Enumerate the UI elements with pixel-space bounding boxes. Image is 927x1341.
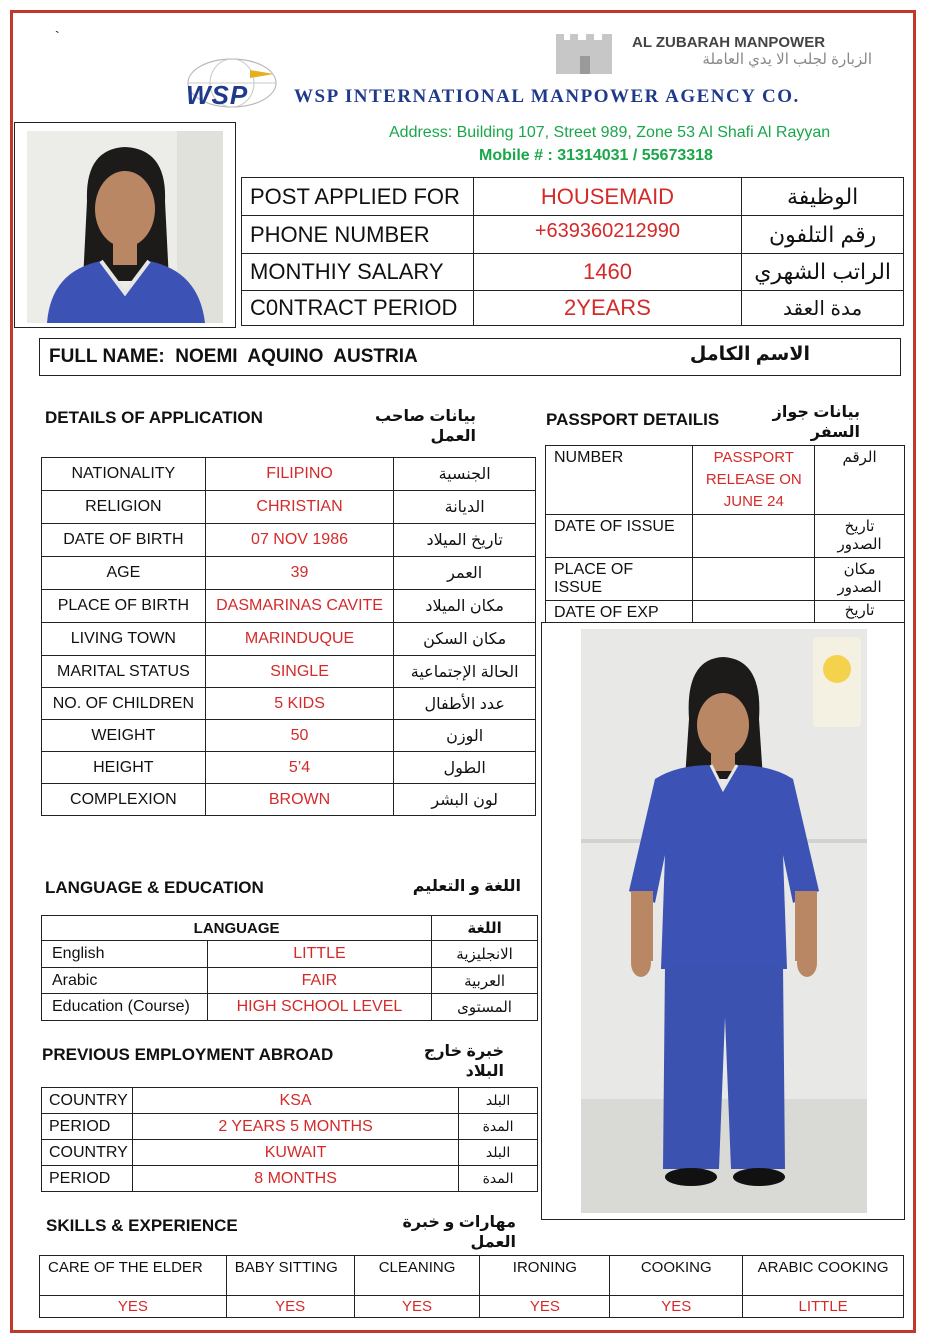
summary-value: +639360212990: [473, 216, 742, 254]
summary-label: PHONE NUMBER: [242, 216, 474, 254]
field-value: MARINDUQUE: [205, 623, 394, 656]
summary-row: [242, 216, 904, 254]
agency-mobile: Mobile # : 31314031 / 55673318: [479, 147, 713, 164]
field-arabic: تاريخ الميلاد: [394, 524, 536, 557]
skill-label: COOKING: [610, 1256, 743, 1296]
field-value: CHRISTIAN: [205, 491, 394, 524]
field-label: LIVING TOWN: [42, 623, 206, 656]
field-arabic: الديانة: [394, 491, 536, 524]
summary-arabic: رقم التلفون: [742, 216, 904, 254]
passport-value: [693, 558, 815, 601]
summary-arabic: مدة العقد: [742, 291, 904, 326]
passport-heading-arabic: بيانات جواز السفر: [772, 404, 860, 441]
language-row: [42, 994, 538, 1021]
application-table: [41, 457, 536, 816]
employment-arabic: البلد: [459, 1088, 538, 1114]
field-arabic: الطول: [394, 752, 536, 784]
employment-value: 2 YEARS 5 MONTHS: [132, 1114, 458, 1140]
field-arabic: عدد الأطفال: [394, 688, 536, 720]
employment-table: [41, 1087, 538, 1192]
passport-heading: PASSPORT DETAILIS: [546, 410, 720, 429]
language-arabic: العربية: [432, 968, 538, 994]
summary-label: POST APPLIED FOR: [242, 178, 474, 216]
field-arabic: مكان السكن: [394, 623, 536, 656]
employment-row: [42, 1114, 538, 1140]
employment-arabic: المدة: [459, 1166, 538, 1192]
skill-label: IRONING: [480, 1256, 610, 1296]
skill-value: YES: [610, 1296, 743, 1318]
skill-label: BABY SITTING: [226, 1256, 354, 1296]
application-row: [42, 656, 536, 688]
field-arabic: لون البشر: [394, 784, 536, 816]
summary-value: 2YEARS: [473, 291, 742, 326]
language-row: [42, 968, 538, 994]
field-label: HEIGHT: [42, 752, 206, 784]
skill-value: YES: [480, 1296, 610, 1318]
application-row: [42, 590, 536, 623]
field-label: NATIONALITY: [42, 458, 206, 491]
application-row: [42, 557, 536, 590]
language-arabic: المستوى: [432, 994, 538, 1021]
field-label: RELIGION: [42, 491, 206, 524]
summary-row: [242, 178, 904, 216]
field-label: NO. OF CHILDREN: [42, 688, 206, 720]
passport-label: DATE OF ISSUE: [546, 515, 693, 558]
summary-arabic: الوظيفة: [742, 178, 904, 216]
application-row: [42, 491, 536, 524]
field-label: MARITAL STATUS: [42, 656, 206, 688]
field-value: 5 KIDS: [205, 688, 394, 720]
passport-row: [546, 558, 905, 601]
employment-arabic: البلد: [459, 1140, 538, 1166]
full-name-box: [39, 338, 901, 376]
passport-value: PASSPORT RELEASE ON JUNE 24: [693, 446, 815, 515]
field-value: 50: [205, 720, 394, 752]
language-col-header-arabic: اللغة: [432, 916, 538, 941]
application-row: [42, 720, 536, 752]
application-row: [42, 752, 536, 784]
skills-label-row: [40, 1256, 904, 1296]
skill-label: CARE OF THE ELDER: [40, 1256, 227, 1296]
application-row: [42, 623, 536, 656]
language-header-row: [42, 916, 538, 941]
agency-name: WSP INTERNATIONAL MANPOWER AGENCY CO.: [294, 86, 800, 107]
fullbody-photo: [581, 629, 867, 1213]
language-label: Education (Course): [42, 994, 208, 1021]
field-label: PLACE OF BIRTH: [42, 590, 206, 623]
application-row: [42, 784, 536, 816]
field-value: 07 NOV 1986: [205, 524, 394, 557]
employment-heading: PREVIOUS EMPLOYMENT ABROAD: [42, 1045, 334, 1064]
employment-row: [42, 1166, 538, 1192]
wsp-logo: [180, 56, 285, 110]
summary-label: MONTHIY SALARY: [242, 254, 474, 291]
summary-row: [242, 254, 904, 291]
passport-row: [546, 515, 905, 558]
passport-arabic: مكان الصدور: [815, 558, 905, 601]
logo-text: WSP: [186, 80, 249, 110]
passport-label: PLACE OF ISSUE: [546, 558, 693, 601]
skill-value: LITTLE: [743, 1296, 904, 1318]
employment-arabic: المدة: [459, 1114, 538, 1140]
passport-row: [546, 446, 905, 515]
passport-arabic: تاريخ الصدور: [815, 515, 905, 558]
skills-value-row: [40, 1296, 904, 1318]
skill-label: ARABIC COOKING: [743, 1256, 904, 1296]
partner-name: AL ZUBARAH MANPOWER: [632, 34, 826, 51]
language-value: HIGH SCHOOL LEVEL: [207, 994, 431, 1021]
field-arabic: الوزن: [394, 720, 536, 752]
field-label: WEIGHT: [42, 720, 206, 752]
summary-value: 1460: [473, 254, 742, 291]
field-value: SINGLE: [205, 656, 394, 688]
fullbody-frame: [541, 622, 905, 1220]
field-value: DASMARINAS CAVITE: [205, 590, 394, 623]
castle-logo: [546, 26, 622, 76]
language-label: Arabic: [42, 968, 208, 994]
passport-label: DATE OF EXP: [546, 601, 693, 627]
language-heading: LANGUAGE & EDUCATION: [45, 878, 264, 897]
language-value: FAIR: [207, 968, 431, 994]
skills-heading-arabic: مهارات و خبرة العمل: [402, 1214, 516, 1251]
passport-value: [693, 515, 815, 558]
field-label: AGE: [42, 557, 206, 590]
field-label: DATE OF BIRTH: [42, 524, 206, 557]
employment-value: KSA: [132, 1088, 458, 1114]
field-value: BROWN: [205, 784, 394, 816]
employment-row: [42, 1140, 538, 1166]
summary-value: HOUSEMAID: [473, 178, 742, 216]
full-name-arabic: الاسم الكامل: [689, 344, 810, 365]
skills-table: [39, 1255, 904, 1318]
field-arabic: العمر: [394, 557, 536, 590]
full-name: FULL NAME: NOEMI AQUINO AUSTRIA: [49, 346, 418, 367]
partner-arabic: الزبارة لجلب الا يدي العاملة: [702, 51, 872, 68]
field-arabic: الجنسية: [394, 458, 536, 491]
employment-row: [42, 1088, 538, 1114]
language-heading-arabic: اللغة و التعليم: [412, 878, 521, 895]
application-heading-arabic: بيانات صاحب العمل: [374, 408, 476, 445]
field-label: COMPLEXION: [42, 784, 206, 816]
language-value: LITTLE: [207, 941, 431, 968]
application-heading: DETAILS OF APPLICATION: [45, 408, 263, 427]
skill-value: YES: [354, 1296, 480, 1318]
portrait-frame: [14, 122, 236, 328]
language-col-header: LANGUAGE: [42, 916, 432, 941]
summary-label: C0NTRACT PERIOD: [242, 291, 474, 326]
skill-value: YES: [40, 1296, 227, 1318]
field-value: 39: [205, 557, 394, 590]
employment-label: PERIOD: [42, 1166, 133, 1192]
field-value: 5’4: [205, 752, 394, 784]
summary-arabic: الراتب الشهري: [742, 254, 904, 291]
field-arabic: الحالة الإجتماعية: [394, 656, 536, 688]
employment-heading-arabic: خبرة خارج البلاد: [423, 1043, 504, 1080]
application-row: [42, 458, 536, 491]
employment-label: COUNTRY: [42, 1088, 133, 1114]
language-row: [42, 941, 538, 968]
passport-arabic: الرقم: [815, 446, 905, 515]
skill-label: CLEANING: [354, 1256, 480, 1296]
application-row: [42, 688, 536, 720]
language-table: [41, 915, 538, 1021]
employment-label: COUNTRY: [42, 1140, 133, 1166]
language-label: English: [42, 941, 208, 968]
application-row: [42, 524, 536, 557]
skill-value: YES: [226, 1296, 354, 1318]
summary-row: [242, 291, 904, 326]
field-value: FILIPINO: [205, 458, 394, 491]
summary-table: [241, 177, 904, 326]
passport-label: NUMBER: [546, 446, 693, 515]
skills-heading: SKILLS & EXPERIENCE: [46, 1216, 238, 1235]
field-arabic: مكان الميلاد: [394, 590, 536, 623]
passport-table: [545, 445, 905, 627]
portrait-photo: [27, 131, 223, 323]
employment-value: 8 MONTHS: [132, 1166, 458, 1192]
employment-label: PERIOD: [42, 1114, 133, 1140]
agency-address: Address: Building 107, Street 989, Zone 53 Al Shafi Al Rayyan: [389, 124, 831, 141]
language-arabic: الانجليزية: [432, 941, 538, 968]
top-mark: `: [55, 28, 60, 44]
employment-value: KUWAIT: [132, 1140, 458, 1166]
passport-arabic: تاريخ: [815, 601, 905, 627]
